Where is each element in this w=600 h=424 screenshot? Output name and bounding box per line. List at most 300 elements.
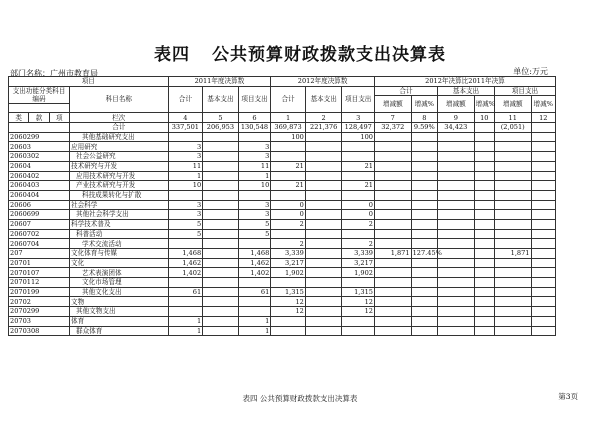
table-cell (494, 190, 531, 200)
table-cell (494, 307, 531, 317)
table-cell (531, 219, 555, 229)
table-cell: 127.45% (412, 249, 442, 258)
table-cell (305, 278, 342, 288)
table-cell: 1,468 (168, 249, 203, 259)
table-cell: 1,902 (271, 268, 306, 278)
table-cell (203, 268, 239, 278)
expenditure-table (8, 76, 556, 336)
table-cell: 5 (238, 229, 271, 239)
cmp-project-header: 项目支出 (494, 86, 555, 96)
table-cell (342, 229, 375, 239)
table-cell: 1,402 (238, 268, 271, 278)
row-subject: 群众体育 (69, 326, 168, 336)
table-cell (238, 190, 271, 200)
table-cell: 0 (342, 210, 375, 220)
table-cell (305, 200, 342, 210)
table-row (9, 171, 556, 181)
table-title: 公共预算财政拨款支出决算表 (212, 45, 446, 65)
table-cell (374, 307, 411, 317)
row-subject: 技术研究与开发 (69, 161, 168, 171)
table-cell (411, 326, 437, 336)
row-code: 2070199 (9, 287, 70, 297)
table-cell (531, 239, 555, 249)
table-cell (438, 152, 475, 162)
table-cell (305, 142, 342, 152)
year2011-header: 2011年度决算数 (168, 77, 271, 87)
table-cell (474, 229, 494, 239)
table-cell (474, 132, 494, 142)
table-row (9, 287, 556, 297)
table-cell (203, 161, 239, 171)
table-cell (168, 278, 203, 288)
inc-pct-header: 增减% (411, 96, 437, 113)
table-cell (411, 132, 437, 142)
table-cell (438, 171, 475, 181)
row-subject: 社会公益研究 (69, 152, 168, 162)
col-number: 11 (494, 113, 531, 123)
table-cell (494, 181, 531, 191)
table-row (9, 161, 556, 171)
table-cell (474, 142, 494, 152)
table-cell: 1,315 (342, 287, 375, 297)
total-2012-header: 合计 (271, 86, 306, 113)
row-subject: 科学技术普及 (69, 219, 168, 229)
table-cell (411, 190, 437, 200)
table-cell: 9.59% (411, 123, 437, 133)
total-label: 合计 (69, 123, 168, 133)
table-cell (305, 210, 342, 220)
table-cell (305, 152, 342, 162)
table-cell (411, 258, 437, 268)
table-row (9, 268, 556, 278)
table-cell (374, 239, 411, 249)
table-cell (494, 161, 531, 171)
table-cell (342, 326, 375, 336)
table-cell: 130,548 (238, 123, 271, 133)
table-cell (374, 316, 411, 326)
code-header: 支出功能分类科目编码 (9, 86, 70, 103)
table-cell: 3 (168, 210, 203, 220)
table-row (9, 132, 556, 142)
table-cell (411, 142, 437, 152)
inc-amt-header: 增减额 (374, 96, 411, 113)
table-cell: 1 (238, 326, 271, 336)
table-cell (494, 142, 531, 152)
table-cell (203, 152, 239, 162)
table-cell (203, 142, 239, 152)
project-header: 项目 (9, 77, 169, 87)
table-cell: 1,462 (238, 258, 271, 268)
row-subject: 其他文物支出 (69, 307, 168, 317)
table-cell (411, 171, 437, 181)
total-2011-header: 合计 (168, 86, 203, 113)
table-cell (374, 171, 411, 181)
table-cell (342, 278, 375, 288)
table-cell (411, 152, 437, 162)
row-subject: 学术交流活动 (69, 239, 168, 249)
table-cell (168, 132, 203, 142)
table-cell (531, 152, 555, 162)
table-cell (438, 161, 475, 171)
col-number: 4 (168, 113, 203, 123)
table-cell (168, 239, 203, 249)
table-cell: 12 (342, 297, 375, 307)
table-cell: 1,315 (271, 287, 306, 297)
table-cell (474, 123, 494, 133)
table-cell: 3,217 (271, 258, 306, 268)
table-cell (411, 229, 437, 239)
table-cell (411, 278, 437, 288)
table-number: 表四 (154, 45, 190, 65)
table-cell (474, 316, 494, 326)
table-body (9, 132, 556, 335)
table-cell (305, 132, 342, 142)
table-cell (474, 268, 494, 278)
table-cell (531, 268, 555, 278)
table-cell (305, 249, 342, 259)
table-row (9, 258, 556, 268)
table-cell (411, 316, 437, 326)
col-number: 8 (411, 113, 437, 123)
table-cell (474, 307, 494, 317)
table-cell: 12 (271, 307, 306, 317)
table-cell (203, 171, 239, 181)
table-cell (494, 132, 531, 142)
table-cell (374, 219, 411, 229)
table-cell: 1 (238, 171, 271, 181)
table-cell (203, 307, 239, 317)
table-cell (374, 190, 411, 200)
table-cell (271, 229, 306, 239)
inc-amt-header: 增减额 (438, 96, 475, 113)
row-code: 20607 (9, 219, 70, 229)
table-cell: 206,953 (203, 123, 239, 133)
total-row (9, 123, 556, 133)
table-cell (411, 181, 437, 191)
table-cell: 3 (168, 200, 203, 210)
lei-header: 类 (9, 113, 29, 123)
row-subject: 文化市场管理 (69, 278, 168, 288)
project-2012-header: 项目支出 (342, 86, 375, 113)
row-subject: 文化体育与传媒 (69, 249, 168, 259)
table-cell: 3 (168, 152, 203, 162)
table-cell (238, 132, 271, 142)
table-cell (474, 161, 494, 171)
col-number: 9 (438, 113, 475, 123)
row-code: 20701 (9, 258, 70, 268)
inc-pct-header: 增减% (474, 96, 494, 113)
row-code: 20702 (9, 297, 70, 307)
row-subject: 社会科学 (69, 200, 168, 210)
row-code: 2070112 (9, 278, 70, 288)
row-code: 2060699 (9, 210, 70, 220)
table-cell (531, 258, 555, 268)
table-cell (474, 258, 494, 268)
row-code: 2070107 (9, 268, 70, 278)
inc-amt-header: 增减额 (494, 96, 531, 113)
table-cell: 21 (342, 181, 375, 191)
table-cell (494, 239, 531, 249)
row-subject: 文化 (69, 258, 168, 268)
table-cell: 369,873 (271, 123, 306, 133)
table-cell (374, 258, 411, 268)
table-cell: 12 (342, 307, 375, 317)
table-cell: 32,372 (374, 123, 411, 133)
table-cell: 61 (168, 287, 203, 297)
row-code: 2060403 (9, 181, 70, 191)
table-cell (438, 258, 475, 268)
table-cell: 100 (342, 132, 375, 142)
table-cell (271, 316, 306, 326)
table-cell (271, 142, 306, 152)
table-row (9, 229, 556, 239)
table-cell (411, 268, 437, 278)
table-cell: 2 (342, 219, 375, 229)
row-subject: 产业技术研究与开发 (69, 181, 168, 191)
row-subject: 艺术表演团体 (69, 268, 168, 278)
table-cell (374, 229, 411, 239)
table-cell (374, 287, 411, 297)
table-cell (203, 132, 239, 142)
table-cell (474, 297, 494, 307)
table-cell (203, 219, 239, 229)
table-cell: 61 (238, 287, 271, 297)
table-cell (305, 297, 342, 307)
table-cell (271, 190, 306, 200)
table-cell: 100 (271, 132, 306, 142)
table-cell (411, 210, 437, 220)
table-cell: 1,902 (342, 268, 375, 278)
table-cell (474, 326, 494, 336)
table-cell: 2 (271, 219, 306, 229)
table-cell: 21 (271, 181, 306, 191)
table-cell (203, 181, 239, 191)
table-cell (531, 278, 555, 288)
table-cell (305, 287, 342, 297)
table-cell (305, 316, 342, 326)
row-code: 2060404 (9, 190, 70, 200)
table-cell (474, 249, 494, 259)
table-cell (438, 181, 475, 191)
table-cell (474, 219, 494, 229)
table-row (9, 316, 556, 326)
table-row (9, 181, 556, 191)
cmp-basic-header: 基本支出 (438, 86, 495, 96)
row-code: 20603 (9, 142, 70, 152)
table-cell (374, 161, 411, 171)
table-cell (494, 316, 531, 326)
row-code: 2060704 (9, 239, 70, 249)
table-cell (238, 297, 271, 307)
table-cell: 0 (271, 200, 306, 210)
table-cell (374, 326, 411, 336)
table-cell (411, 307, 437, 317)
table-cell: 21 (342, 161, 375, 171)
table-cell (203, 190, 239, 200)
table-cell (438, 239, 475, 249)
table-cell (531, 132, 555, 142)
table-cell (531, 171, 555, 181)
row-subject: 应用技术研究与开发 (69, 171, 168, 181)
project-2011-header: 项目支出 (238, 86, 271, 113)
table-cell (342, 152, 375, 162)
table-cell (411, 200, 437, 210)
table-cell (374, 132, 411, 142)
row-code: 20606 (9, 200, 70, 210)
unit-label: 单位:万元 (513, 67, 548, 76)
table-cell (271, 326, 306, 336)
table-cell (531, 190, 555, 200)
lanci-header: 栏次 (69, 113, 168, 123)
footer-caption: 表四 公共预算财政拨款支出决算表 (242, 394, 358, 403)
table-cell (531, 142, 555, 152)
table-cell (238, 239, 271, 249)
table-cell (271, 278, 306, 288)
table-cell: 1,871 (374, 249, 411, 259)
table-cell (342, 190, 375, 200)
table-cell: 3 (238, 200, 271, 210)
table-row (9, 190, 556, 200)
table-cell: 1 (168, 326, 203, 336)
row-subject: 其他文化支出 (69, 287, 168, 297)
cmp-total-header: 合计 (374, 86, 437, 96)
table-cell (438, 142, 475, 152)
row-code: 2060302 (9, 152, 70, 162)
table-cell (438, 210, 475, 220)
table-cell: 1 (168, 171, 203, 181)
col-number: 3 (342, 113, 375, 123)
col-number: 6 (238, 113, 271, 123)
table-cell (374, 268, 411, 278)
table-cell: 1,402 (168, 268, 203, 278)
table-cell (494, 210, 531, 220)
table-cell (342, 316, 375, 326)
table-cell (531, 123, 555, 133)
row-subject: 体育 (69, 316, 168, 326)
table-cell: (2,051) (494, 123, 531, 133)
table-cell (203, 278, 239, 288)
table-cell (438, 326, 475, 336)
basic-2012-header: 基本支出 (305, 86, 342, 113)
table-cell (494, 200, 531, 210)
table-cell (305, 190, 342, 200)
table-cell: 11 (238, 161, 271, 171)
department-name: 部门名称：广州市教育局 (10, 69, 98, 78)
table-cell (494, 219, 531, 229)
table-cell (494, 258, 531, 268)
table-cell (531, 229, 555, 239)
table-cell (374, 210, 411, 220)
basic-2011-header: 基本支出 (203, 86, 239, 113)
table-cell (531, 297, 555, 307)
table-cell (494, 326, 531, 336)
table-cell (438, 249, 475, 259)
table-cell (305, 161, 342, 171)
table-cell (494, 152, 531, 162)
table-cell (411, 287, 437, 297)
table-cell: 2 (271, 239, 306, 249)
col-number: 10 (474, 113, 494, 123)
table-cell: 5 (168, 229, 203, 239)
table-cell (531, 316, 555, 326)
table-cell (203, 229, 239, 239)
table-cell (474, 287, 494, 297)
table-cell: 34,423 (438, 123, 475, 133)
table-cell (203, 287, 239, 297)
table-cell (342, 171, 375, 181)
table-cell (305, 258, 342, 268)
table-cell (474, 239, 494, 249)
table-cell: 2 (342, 239, 375, 249)
table-cell (271, 152, 306, 162)
table-cell (438, 287, 475, 297)
row-code: 20604 (9, 161, 70, 171)
table-cell (305, 219, 342, 229)
table-cell (411, 239, 437, 249)
table-cell (411, 297, 437, 307)
table-cell (438, 278, 475, 288)
table-cell (168, 190, 203, 200)
table-cell (374, 142, 411, 152)
table-cell (411, 219, 437, 229)
table-cell: 3 (238, 210, 271, 220)
kuan-header: 款 (29, 113, 49, 123)
table-cell: 1,468 (238, 249, 271, 259)
table-cell: 3,217 (342, 258, 375, 268)
table-row (9, 200, 556, 210)
table-cell: 10 (238, 181, 271, 191)
table-cell (305, 268, 342, 278)
table-cell (342, 142, 375, 152)
table-cell (438, 229, 475, 239)
table-cell (474, 181, 494, 191)
table-cell (374, 278, 411, 288)
table-cell: 5 (168, 219, 203, 229)
table-cell (305, 181, 342, 191)
table-cell: 12 (271, 297, 306, 307)
table-cell (203, 297, 239, 307)
table-cell (238, 307, 271, 317)
table-cell (438, 132, 475, 142)
table-cell (438, 219, 475, 229)
table-cell (305, 171, 342, 181)
row-subject: 科普活动 (69, 229, 168, 239)
table-cell: 3 (238, 152, 271, 162)
table-cell (531, 161, 555, 171)
row-code: 2060299 (9, 132, 70, 142)
table-cell (474, 210, 494, 220)
table-cell (168, 297, 203, 307)
table-cell: 1 (238, 316, 271, 326)
table-cell (438, 307, 475, 317)
table-cell (305, 229, 342, 239)
page-number: 第3页 (558, 392, 578, 401)
table-row (9, 249, 556, 259)
table-row (9, 239, 556, 249)
row-subject: 其他社会科学支出 (69, 210, 168, 220)
table-cell: 128,497 (342, 123, 375, 133)
table-cell: 3 (238, 142, 271, 152)
table-cell (374, 181, 411, 191)
table-cell: 0 (342, 200, 375, 210)
table-cell (203, 258, 239, 268)
table-row (9, 152, 556, 162)
table-cell: 221,376 (305, 123, 342, 133)
table-row (9, 326, 556, 336)
table-cell: 0 (271, 210, 306, 220)
xiang-header: 项 (49, 113, 69, 123)
row-subject: 文物 (69, 297, 168, 307)
